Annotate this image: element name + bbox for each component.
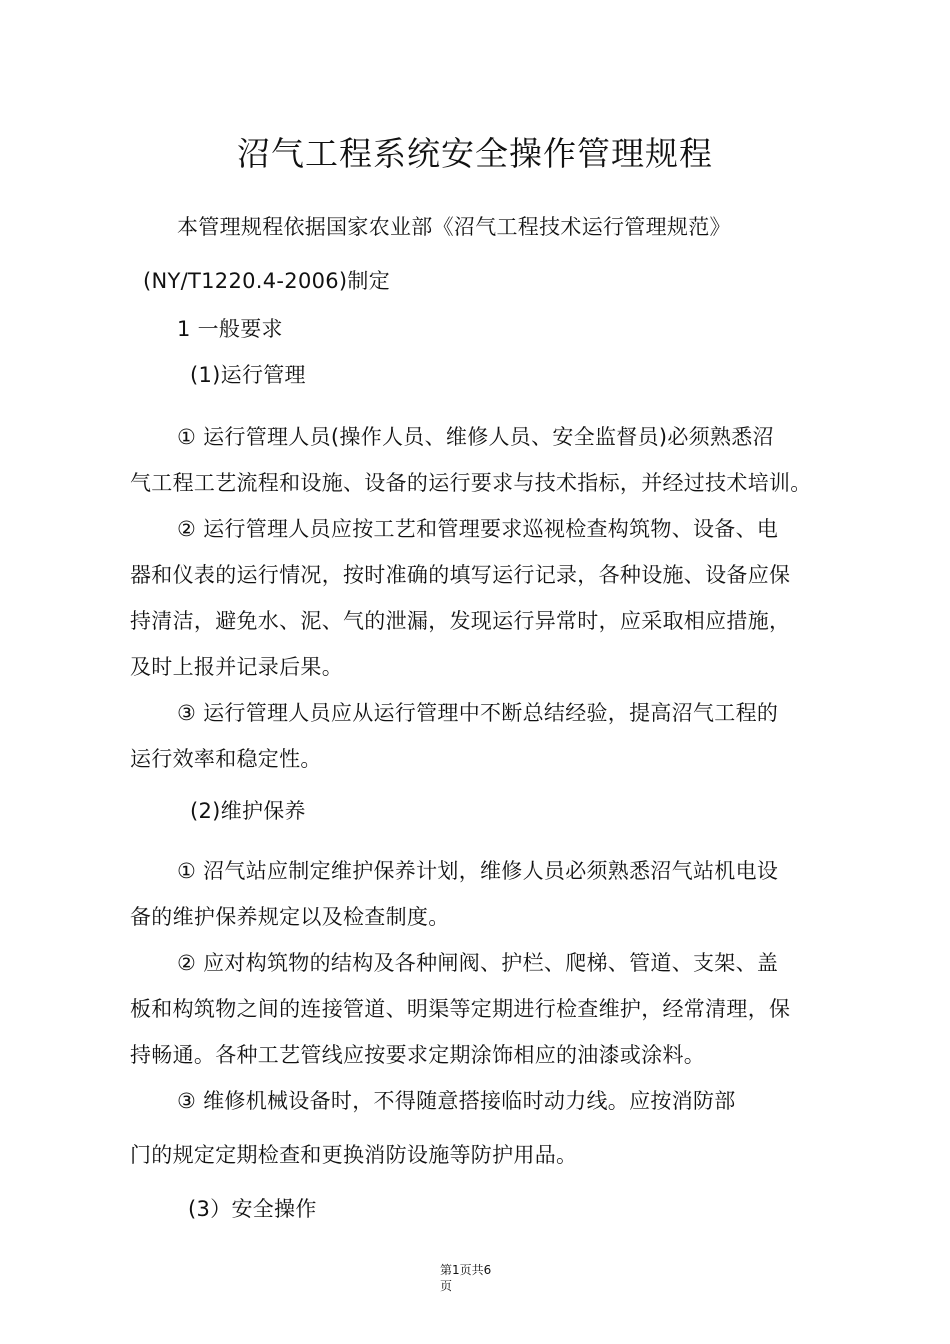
paragraph-line: ③ 运行管理人员应从运行管理中不断总结经验，提高沼气工程的: [177, 701, 779, 725]
paragraph-line: 及时上报并记录后果。: [130, 655, 343, 679]
paragraph-line: 持畅通。各种工艺管线应按要求定期涂饰相应的油漆或涂料。: [130, 1043, 706, 1067]
paragraph-line: 持清洁，避免水、泥、气的泄漏，发现运行异常时，应采取相应措施，: [130, 609, 791, 633]
subsection-3-heading: (3）安全操作: [188, 1197, 317, 1221]
page-number-line-2: 页: [440, 1279, 453, 1293]
paragraph-line: 板和构筑物之间的连接管道、明渠等定期进行检查维护，经常清理，保: [130, 997, 791, 1021]
paragraph-line: 备的维护保养规定以及检查制度。: [130, 905, 450, 929]
intro-line-1: 本管理规程依据国家农业部《沼气工程技术运行管理规范》: [177, 215, 731, 239]
paragraph-line: ① 运行管理人员(操作人员、维修人员、安全监督员)必须熟悉沼: [177, 425, 774, 449]
page-number-line-1: 第1页共6: [440, 1263, 492, 1277]
paragraph-line: 运行效率和稳定性。: [130, 747, 322, 771]
paragraph-line: ② 应对构筑物的结构及各种闸阀、护栏、爬梯、管道、支架、盖: [177, 951, 779, 975]
paragraph-line: ① 沼气站应制定维护保养计划，维修人员必须熟悉沼气站机电设: [177, 859, 779, 883]
section-1-heading: 1 一般要求: [177, 317, 283, 341]
paragraph-line: 气工程工艺流程和设施、设备的运行要求与技术指标，并经过技术培训。: [130, 471, 812, 495]
paragraph-line: ② 运行管理人员应按工艺和管理要求巡视检查构筑物、设备、电: [177, 517, 779, 541]
subsection-2-heading: (2)维护保养: [190, 799, 306, 823]
paragraph-line: ③ 维修机械设备时，不得随意搭接临时动力线。应按消防部: [177, 1089, 736, 1113]
paragraph-line: 门的规定定期检查和更换消防设施等防护用品。: [130, 1143, 578, 1167]
document-title: 沼气工程系统安全操作管理规程: [237, 134, 713, 173]
paragraph-line: 器和仪表的运行情况，按时准确的填写运行记录，各种设施、设备应保: [130, 563, 791, 587]
intro-line-2: (NY/T1220.4-2006)制定: [143, 269, 391, 293]
subsection-1-heading: (1)运行管理: [190, 363, 306, 387]
